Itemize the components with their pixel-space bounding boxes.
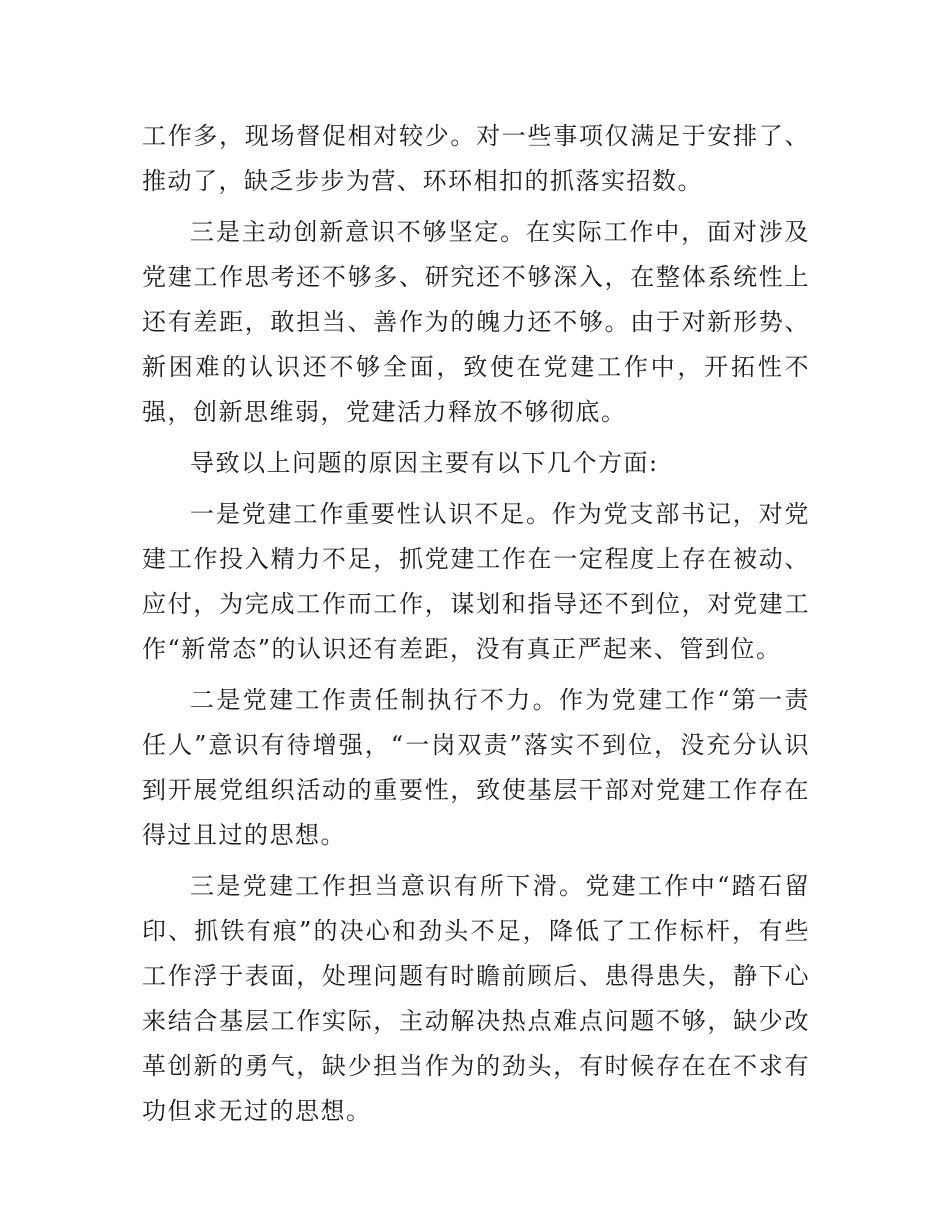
paragraph-cause-responsibility: 二是党建工作责任制执行不力。作为党建工作“第一责任人”意识有待增强，“一岗双责”落实不到位，没充分认识到开展党组织活动的重要性，致使基层干部对党建工作存在得过且过的思想。: [142, 686, 810, 849]
paragraph-innovation-awareness: 三是主动创新意识不够坚定。在实际工作中，面对涉及党建工作思考还不够多、研究还不够深入，在整体系统性上还有差距，敢担当、善作为的魄力还不够。由于对新形势、新困难的认识还不够全面，致使在党建工作中，开拓性不强，创新思维弱，党建活力释放不够彻底。: [142, 218, 810, 426]
paragraph-cause-commitment: 三是党建工作担当意识有所下滑。党建工作中“踏石留印、抓铁有痕”的决心和劲头不足，降低了工作标杆，有些工作浮于表面，处理问题有时瞻前顾后、患得患失，静下心来结合基层工作实际，主动解决热点难点问题不够，缺少改革创新的勇气，缺少担当作为的劲头，有时候存在在不求有功但求无过的思想。: [142, 872, 810, 1125]
paragraph-cause-importance: 一是党建工作重要性认识不足。作为党支部书记，对党建工作投入精力不足，抓党建工作在一定程度上存在被动、应付，为完成工作而工作，谋划和指导还不到位，对党建工作“新常态”的认识还有差距，没有真正严起来、管到位。: [142, 500, 810, 663]
paragraph-causes-intro: 导致以上问题的原因主要有以下几个方面:: [190, 449, 659, 477]
paragraph-continuation: 工作多，现场督促相对较少。对一些事项仅满足于安排了、推动了，缺乏步步为营、环环相扣的抓落实招数。: [142, 122, 810, 195]
document-body: [142, 114, 810, 1140]
